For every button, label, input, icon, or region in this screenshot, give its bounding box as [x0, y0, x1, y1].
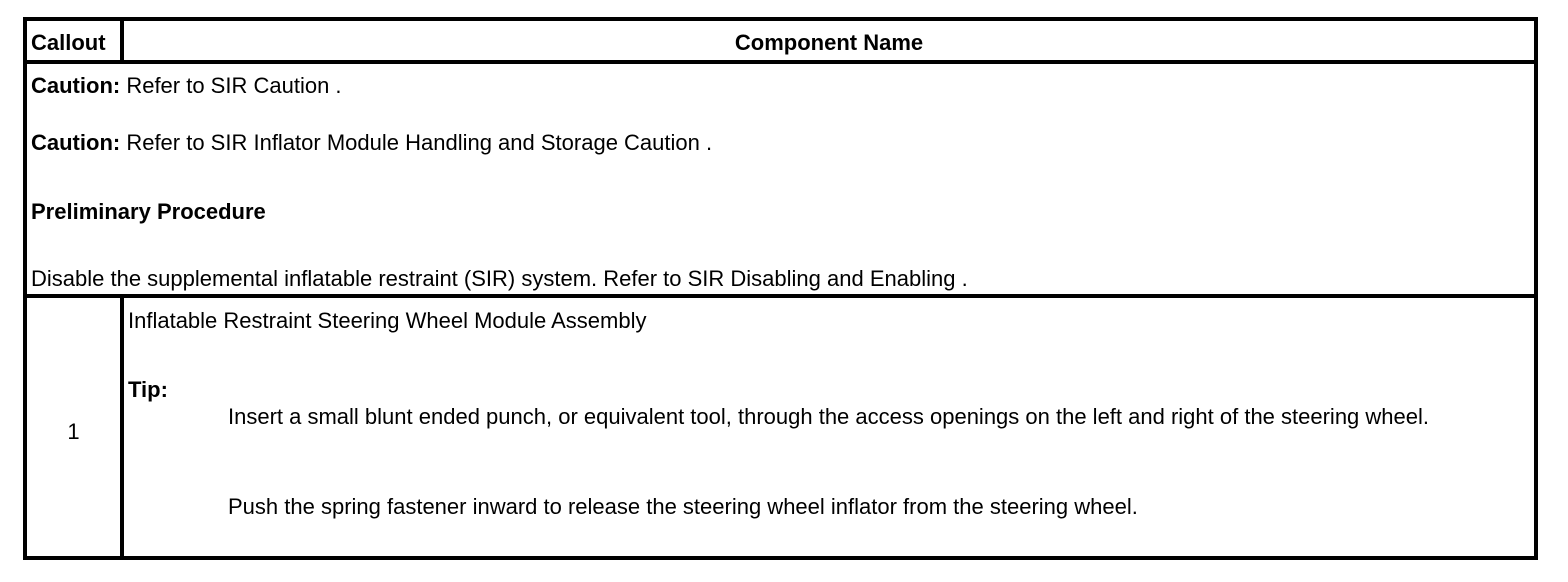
header-divider — [27, 60, 1534, 64]
procedure-table — [23, 17, 1538, 560]
caution-note-1 — [31, 73, 342, 99]
caution-text: Refer to SIR Caution . — [120, 73, 342, 98]
caution-note-2 — [31, 130, 712, 156]
tip-step-2: Push the spring fastener inward to release the steering wheel inflator from the steering wheel. — [228, 494, 1138, 519]
header-component-name: Component Name — [734, 30, 924, 55]
tip-label: Tip: — [128, 377, 168, 402]
preliminary-procedure-heading: Preliminary Procedure — [31, 199, 266, 224]
column-divider-row — [120, 297, 124, 556]
row-callout-number: 1 — [67, 419, 80, 444]
caution-label: Caution: — [31, 73, 121, 98]
caution-text: Refer to SIR Inflator Module Handling and Storage Caution . — [120, 130, 713, 155]
header-callout: Callout — [31, 30, 106, 55]
tip-step-1: Insert a small blunt ended punch, or equivalent tool, through the access openings on the left and right of the steering wheel. — [228, 404, 1429, 429]
caution-label: Caution: — [31, 130, 121, 155]
notes-divider — [27, 294, 1534, 298]
disable-sir-instruction: Disable the supplemental inflatable restraint (SIR) system. Refer to SIR Disabling and Enabling . — [31, 266, 968, 291]
row-component-name: Inflatable Restraint Steering Wheel Module Assembly — [128, 308, 647, 333]
